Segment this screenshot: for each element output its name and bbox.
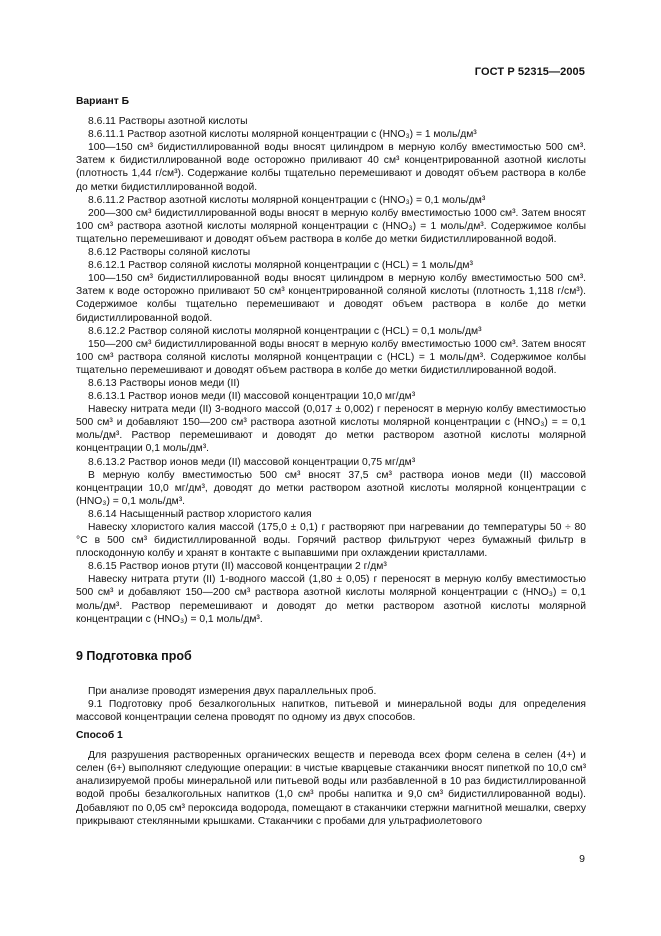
method-1-body: Для разрушения растворенных органических веществ и перевода всех форм селена в селен (4+) и селен (6+) выполняют следующие операции: в чистые кварцевые стаканчики вносят пипеткой по 10,0 см³ анализируемой пробы минеральной или питьевой воды или разбавленной в 10 раз бидистиллированной водой пробы безалкогольных напитков (1,0 см³ пробы напитка и 9,0 см³ бидистиллированной воды). Добавляют по 0,05 см³ пероксида водорода, помещают в стаканчики стержни магнитной мешалки, сверху прикрывают стеклянными крышками. Стаканчики с пробами для ультрафиолетового <box>76 750 586 827</box>
clause-8-6-13-1: 8.6.13.1 Раствор ионов меди (II) массовой концентрации 10,0 мг/дм³ <box>88 391 416 403</box>
standard-header: ГОСТ Р 52315—2005 <box>474 66 585 78</box>
clause-8-6-12-1: 8.6.12.1 Раствор соляной кислоты молярной концентрации с (HCL) = 1 моль/дм³ <box>88 260 473 272</box>
variant-b-title: Вариант Б <box>76 96 130 107</box>
clause-8-6-15: 8.6.15 Раствор ионов ртути (II) массовой концентрации 2 г/дм³ <box>88 561 387 573</box>
clause-8-6-12-2: 8.6.12.2 Раствор соляной кислоты молярной концентрации с (HCL) = 0,1 моль/дм³ <box>88 325 482 337</box>
clause-8-6-13-2-body: В мерную колбу вместимостью 500 см³ вносят 37,5 см³ раствора ионов меди (II) массовой концентрации 10,0 мг/дм³, доводят до метки раствором азотной кислоты молярной концентрации с (HNO₃) = 0,1 моль/дм³. <box>76 469 586 507</box>
clause-8-6-12-2-body: 150—200 см³ бидистиллированной воды вносят в мерную колбу вместимостью 1000 см³. Затем вносят 100 см³ раствора соляной кислоты молярной концентрации с (HCL) = 1 моль/дм³. Содержимое колбы тщательно перемешивают и доводят объем раствора в колбе до метки бидистиллированной водой. <box>76 338 586 376</box>
clause-8-6-14: 8.6.14 Насыщенный раствор хлористого калия <box>88 508 312 520</box>
clause-8-6-15-body: Навеску нитрата ртути (II) 1-водного массой (1,80 ± 0,05) г переносят в мерную колбу вместимостью 500 см³ и добавляют 150—200 см³ раствора азотной кислоты молярной концентрации с (HNO₃) = 0,1 моль/дм³. Раствор перемешивают и доводят до метки раствором азотной кислоты молярной концентрации с (HNO₃) = 0,1 моль/дм³. <box>76 574 586 625</box>
clause-8-6-13-2: 8.6.13.2 Раствор ионов меди (II) массовой концентрации 0,75 мг/дм³ <box>88 456 416 468</box>
clause-8-6-12: 8.6.12 Растворы соляной кислоты <box>88 247 251 259</box>
clause-8-6-11-1: 8.6.11.1 Раствор азотной кислоты молярной концентрации с (HNO₃) = 1 моль/дм³ <box>88 129 477 141</box>
clause-8-6-12-1-body: 100—150 см³ бидистиллированной воды вносят цилиндром в мерную колбу вместимостью 500 см³. Затем к воде осторожно приливают 50 см³ концентрированной соляной кислоты (плотность 1,118 г/см³). Содержимое колбы тщательно перемешивают и доводят объем раствора в колбе до метки бидистиллированной водой. <box>76 273 586 324</box>
clause-8-6-11-2-body: 200—300 см³ бидистиллированной воды вносят в мерную колбу вместимостью 1000 см³. Затем вносят 100 см³ раствора азотной кислоты молярной концентрации с (HNO₃) = 1 моль/дм³. Содержимое колбы тщательно перемешивают и доводят объем раствора в колбе до метки бидистиллированной водой. <box>76 207 586 245</box>
clause-8-6-11-2: 8.6.11.2 Раствор азотной кислоты молярной концентрации с (HNO₃) = 0,1 моль/дм³ <box>88 194 486 206</box>
clause-8-6-14-body: Навеску хлористого калия массой (175,0 ± 0,1) г растворяют при нагревании до температуры 50 ÷ 80 °С в 500 см³ бидистиллированной воды. Горячий раствор фильтруют через бумажный фильтр в плоскодонную колбу и хранят в контакте с выпавшими при охлаждении кристаллами. <box>76 522 586 560</box>
method-1-title: Способ 1 <box>76 730 123 742</box>
page-content <box>76 95 586 828</box>
clause-9-1: 9.1 Подготовку проб безалкогольных напитков, питьевой и минеральной воды для определения массовой концентрации селена проводят по одному из двух способов. <box>76 698 586 723</box>
section-9-intro: При анализе проводят измерения двух параллельных проб. <box>88 685 377 697</box>
section-9-title: 9 Подготовка проб <box>76 648 192 663</box>
page-number: 9 <box>579 853 585 865</box>
clause-8-6-13-1-body: Навеску нитрата меди (II) 3-водного массой (0,017 ± 0,002) г переносят в мерную колбу вместимостью 500 см³ и добавляют 150—200 см³ раствора азотной кислоты молярной концентрации с (HNO₃) = = 0,1 моль/дм³. Раствор перемешивают и доводят до метки раствором азотной кислоты молярной концентрации 0,1 моль/дм³. <box>76 404 586 455</box>
clause-8-6-11-1-body: 100—150 см³ бидистиллированной воды вносят цилиндром в мерную колбу вместимостью 500 см³. Затем к бидистиллированной воде осторожно приливают 40 см³ концентрированной азотной кислоты (плотность 1,44 г/см³). Содержание колбы тщательно перемешивают и доводят объем раствора в колбе до метки бидистиллированной водой. <box>76 142 586 193</box>
clause-8-6-13: 8.6.13 Растворы ионов меди (II) <box>88 377 240 389</box>
clause-8-6-11: 8.6.11 Растворы азотной кислоты <box>88 116 248 128</box>
